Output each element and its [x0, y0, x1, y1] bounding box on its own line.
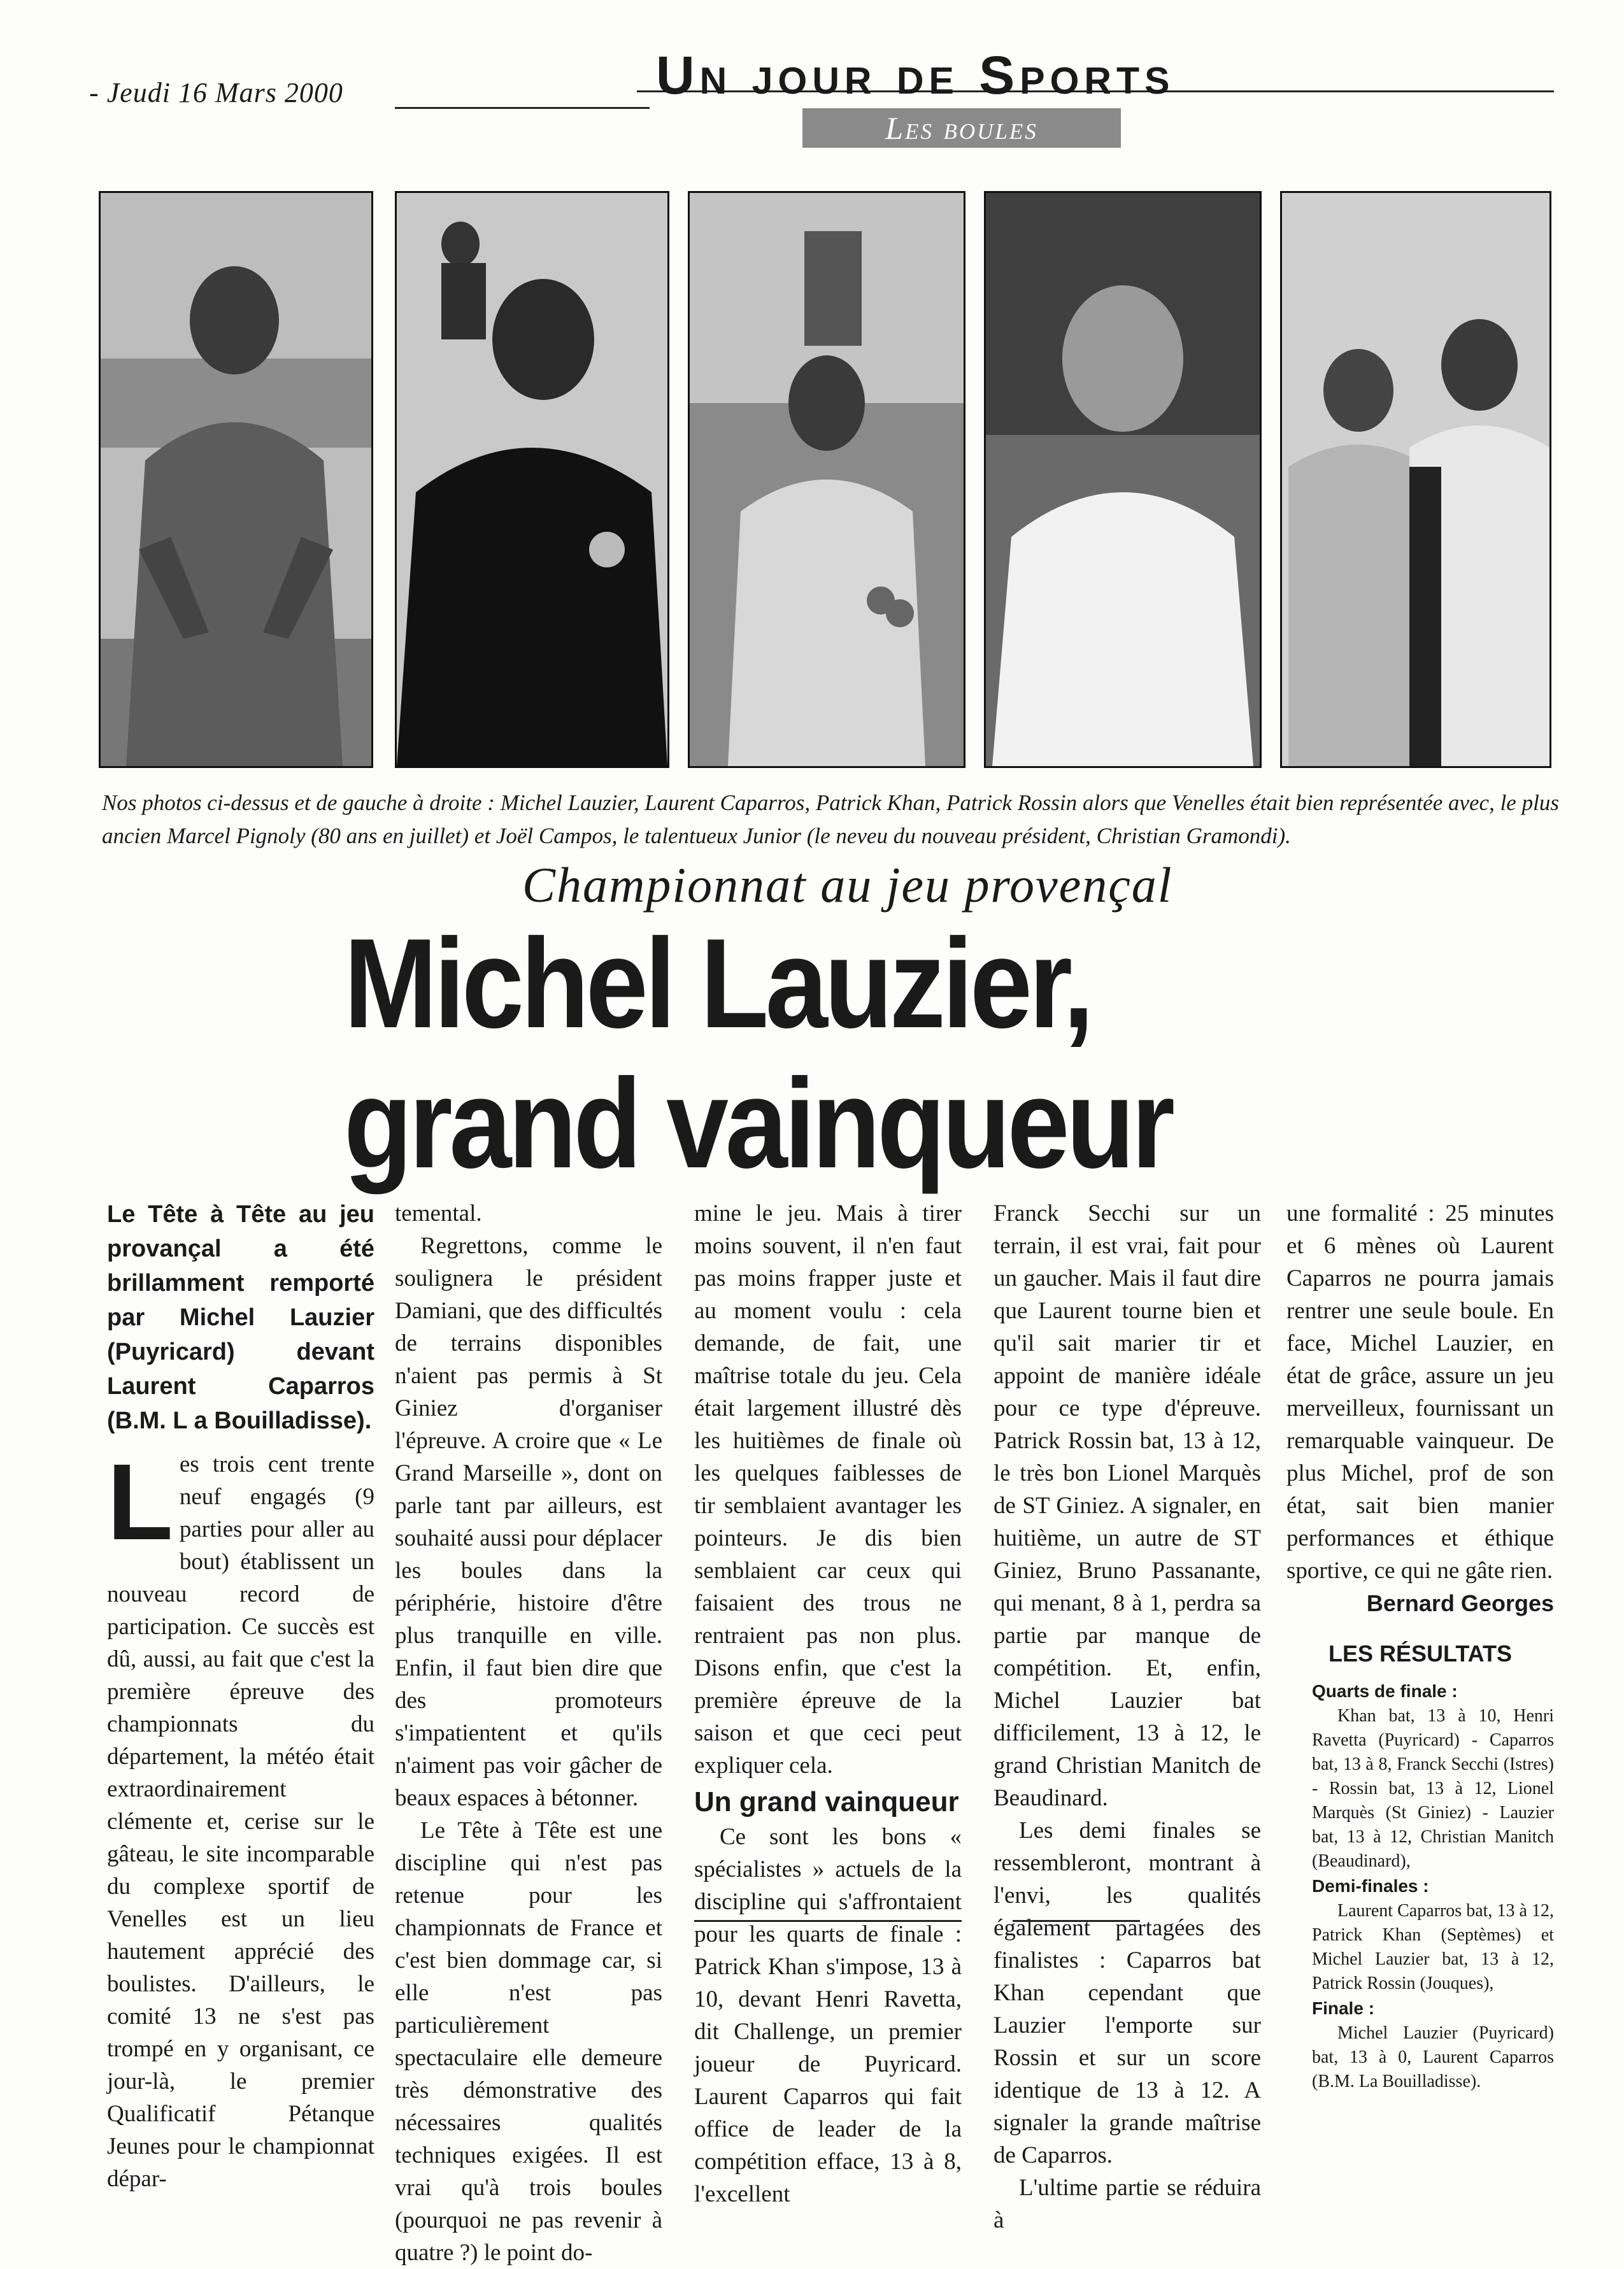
- results-finale-label: Finale :: [1312, 1998, 1375, 2018]
- masthead-title: Un jour de Sports: [656, 45, 1175, 105]
- paragraph-regrettons: Regrettons, comme le soulignera le président Damiani, que des difficultés de terrains disponibles n'aient pas permis à St Giniez d'organiser l'épreuve. A croire que « Le Grand Marseille », dont on parle tant par ailleurs, est souhaité aussi pour déplacer les boules dans la périphérie, histoire d'être plus tranquille en ville. Enfin, il faut bien dire que des promoteurs s'impatientent et qu'ils n'aiment pas voir gâcher de beaux espaces à bétonner.: [395, 1233, 662, 1811]
- paragraph-continuation: mine le jeu. Mais à tirer moins souvent, il n'en faut pas moins frapper juste et au moment voulu : cela demande, de fait, une maîtrise totale du jeu. Cela était largement illustré dès les huitièmes de finale où les quelques faiblesses de tir semblaient avantager les pointeurs. Je dis bien semblaient car ceux qui faisaient des trous ne rentraient pas non plus. Disons enfin, que c'est la première épreuve de la saison et que ceci peut expliquer cela.: [694, 1200, 962, 1779]
- bottom-rule: [694, 1920, 962, 1922]
- paragraph-continuation: temental.: [395, 1200, 482, 1227]
- paragraph-continuation: Franck Secchi sur un terrain, il est vrai, fait pour un gaucher. Mais il faut dire que Laurent tourne bien et qu'il sait marier tir et appoint de manière idéale pour ce type d'épreuve. Patrick Rossin bat, 13 à 12, le très bon Lionel Marquès de ST Giniez. A signaler, en huitième, un autre de ST Giniez, Bruno Passanante, qui menant, 8 à 1, perdra sa partie par manque de compétition. Et, enfin, Michel Lauzier bat difficilement, 13 à 12, le grand Christian Manitch de Beaudinard.: [994, 1200, 1261, 1811]
- section-label: Les boules: [802, 108, 1121, 148]
- paragraph-continuation: une formalité : 25 minutes et 6 mènes où Laurent Caparros ne pourra jamais rentrer une seule boule. En face, Michel Lauzier, en état de grâce, assure un jeu merveilleux, fournissant un remarquable vainqueur. De plus Michel, prof de son état, sait bien manier performances et éthique sportive, ce qui ne gâte rien.: [1286, 1200, 1554, 1584]
- paragraph-demi-finales: Les demi finales se ressembleront, montrant à l'envi, les qualités également partagées des finalistes : Caparros bat Khan cependant que Lauzier l'emporte sur Rossin et sur un score identique de 13 à 12. A signaler la grande maîtrise de Caparros.: [994, 1817, 1261, 2168]
- article-lead: Le Tête à Tête au jeu provançal a été brillamment remporté par Michel Lauzier (Puyricard) devant Laurent Caparros (B.M. L a Bouilladisse).: [107, 1201, 374, 1434]
- results-demi-label: Demi-finales :: [1312, 1876, 1429, 1896]
- column-3: [694, 1197, 962, 2210]
- article-kicker: Championnat au jeu provençal: [522, 857, 1173, 913]
- photo-patrick-khan: [688, 191, 965, 768]
- photo-caption: Nos photos ci-dessus et de gauche à droite : Michel Lauzier, Laurent Caparros, Patrick Khan, Patrick Rossin alors que Venelles était bien représentée avec, le plus ancien Marcel Pignoly (80 ans en juillet) et Joël Campos, le talentueux Junior (le neveu du nouveau président, Christian Gramondi).: [102, 790, 1559, 848]
- author-signature: Bernard Georges: [1366, 1590, 1554, 1616]
- photo-michel-lauzier: [99, 191, 373, 768]
- drop-cap: L: [107, 1442, 173, 1563]
- column-4: [994, 1197, 1261, 2237]
- photo-patrick-rossin: [984, 191, 1262, 768]
- results-title: LES RÉSULTATS: [1328, 1640, 1512, 1667]
- column-2: [395, 1197, 662, 2269]
- results-quarts: Khan bat, 13 à 10, Henri Ravetta (Puyricard) - Caparros bat, 13 à 8, Franck Secchi (Istres) - Rossin bat, 13 à 12, Lionel Marquès (St Giniez) - Lauzier bat, 13 à 12, Christian Manitch (Beaudinard),: [1312, 1706, 1554, 1871]
- headline-line-2: grand vainqueur: [344, 1053, 1172, 1195]
- paragraph-intro: Les trois cent trente neuf engagés (9 parties pour aller au bout) établissent un nouveau record de participation. Ce succès est dû, aussi, au fait que c'est la première épreuve des championnats du département, la météo était extraordinairement clémente et, cerise sur le gâteau, le site incomparable du complexe sportif de Venelles est un lieu hautement apprécié des boulistes. D'ailleurs, le comité 13 ne s'est pas trompé en y organisant, ce jour-là, le premier Qualificatif Pétanque Jeunes pour le championnat dépar-: [107, 1442, 374, 2192]
- paragraph-ultime: L'ultime partie se réduira à: [994, 2175, 1261, 2233]
- results-demi: Laurent Caparros bat, 13 à 12, Patrick Khan (Septèmes) et Michel Lauzier bat, 13 à 12, Patrick Rossin (Jouques),: [1312, 1901, 1554, 1993]
- article-subhead: Un grand vainqueur: [694, 1786, 959, 1817]
- results-quarts-label: Quarts de finale :: [1312, 1681, 1458, 1701]
- results-finale: Michel Lauzier (Puyricard) bat, 13 à 0, Laurent Caparros (B.M. La Bouilladisse).: [1312, 2023, 1554, 2091]
- column-5: [1286, 1197, 1554, 2094]
- paragraph-tete-a-tete: Le Tête à Tête est une discipline qui n'est pas retenue pour les championnats de France et c'est bien dommage car, si elle n'est pas particulièrement spectaculaire elle demeure très démonstrative des nécessaires qualités techniques exigées. Il est vrai qu'à trois boules (pourquoi ne pas revenir à quatre ?) le point do-: [395, 1817, 662, 2266]
- paragraph-quarts: Ce sont les bons « spécialistes » actuels de la discipline qui s'affrontaient pour les quarts de finale : Patrick Khan s'impose, 13 à 10, devant Henri Ravetta, dit Challenge, un premier joueur de Puyricard. Laurent Caparros qui fait office de leader de la compétition efface, 13 à 8, l'excellent: [694, 1824, 962, 2207]
- photo-pignoly-campos: [1280, 191, 1551, 768]
- photo-laurent-caparros: [395, 191, 669, 768]
- column-1: [107, 1197, 374, 2195]
- bottom-rule: [1013, 1920, 1140, 1922]
- article-headline: [344, 914, 1297, 1194]
- headline-line-1: Michel Lauzier,: [344, 913, 1091, 1055]
- issue-date: - Jeudi 16 Mars 2000: [89, 77, 343, 108]
- header-rule-left: [395, 107, 650, 109]
